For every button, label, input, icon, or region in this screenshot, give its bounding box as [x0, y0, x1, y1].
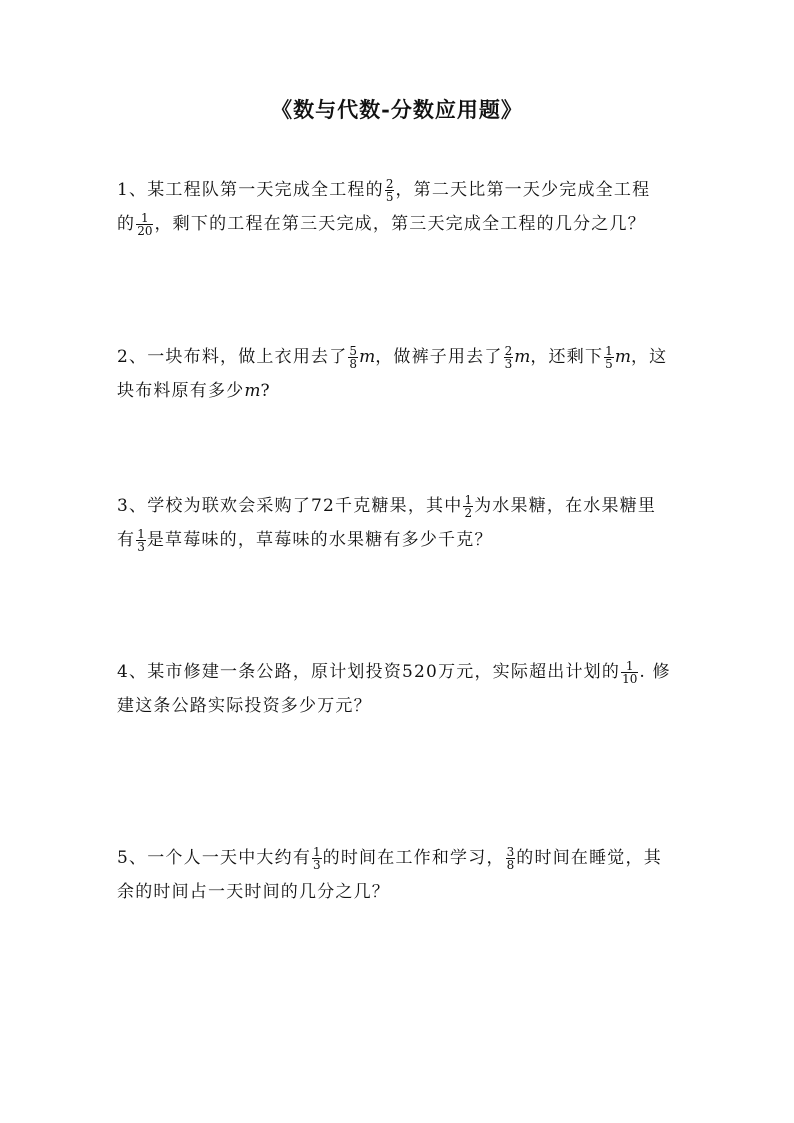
question-3-text-a: 3、学校为联欢会采购了72千克糖果，其中: [117, 496, 463, 516]
question-2-text-e: 块布料原有多少: [117, 381, 245, 401]
question-5-text-a: 5、一个人一天中大约有: [117, 848, 312, 868]
unit-meter: m: [514, 347, 531, 367]
question-4-text-a: 4、某市修建一条公路，原计划投资520万元，实际超出计划的: [117, 662, 621, 682]
question-3-text-b: 为水果糖，在水果糖里: [474, 496, 657, 516]
numerator: 1: [625, 659, 634, 673]
fraction: [604, 345, 614, 370]
question-4-line-1: [117, 655, 679, 689]
denominator: 3: [504, 357, 513, 371]
question-2-text-c: ，还剩下: [530, 347, 604, 367]
question-5-line-1: [117, 841, 679, 875]
question-5-text-c: 的时间在睡觉，其: [516, 848, 662, 868]
denominator: 3: [313, 858, 321, 872]
question-2-text-a: 2、一块布料，做上衣用去了: [117, 347, 348, 367]
question-1: [117, 173, 679, 241]
question-5-text-b: 的时间在工作和学习，: [322, 848, 505, 868]
question-2-text-d: ，这: [630, 347, 668, 367]
question-3-text-d: 是草莓味的，草莓味的水果糖有多少千克？: [146, 530, 493, 550]
denominator: 10: [622, 672, 638, 686]
question-1-text-b: ，第二天比第一天少完成全工程: [395, 180, 651, 200]
question-3-line-2: [117, 523, 679, 557]
question-3-text-c: 有: [117, 530, 136, 550]
denominator: 3: [137, 540, 145, 554]
question-4-text-c: 建这条公路实际投资多少万元？: [117, 696, 372, 716]
question-2-line-2: [117, 374, 679, 408]
fraction: [506, 846, 516, 871]
question-3-line-1: [117, 489, 679, 523]
fraction: [348, 345, 358, 370]
unit-meter: m: [614, 347, 631, 367]
fraction: [504, 345, 514, 370]
question-5-line-2: [117, 875, 679, 909]
question-1-text-d: ，剩下的工程在第三天完成，第三天完成全工程的几分之几？: [154, 214, 646, 234]
question-2-text-b: ，做裤子用去了: [375, 347, 503, 367]
question-1-line-1: [117, 173, 679, 207]
unit-meter: m: [244, 381, 261, 401]
numerator: 3: [506, 845, 515, 859]
unit-meter: m: [359, 347, 376, 367]
fraction: [621, 660, 638, 685]
question-1-text-a: 1、某工程队第一天完成全工程的: [117, 180, 384, 200]
denominator: 20: [137, 224, 153, 238]
numerator: 2: [504, 344, 513, 358]
question-1-line-2: [117, 207, 679, 241]
denominator: 5: [385, 190, 394, 204]
fraction: [463, 494, 473, 519]
denominator: 8: [506, 858, 515, 872]
question-1-text-c: 的: [117, 214, 136, 234]
question-4-line-2: [117, 689, 679, 723]
numerator: 2: [385, 177, 394, 191]
denominator: 2: [464, 506, 473, 520]
question-2-line-1: [117, 340, 679, 374]
numerator: 5: [349, 344, 358, 358]
fraction: [136, 528, 146, 553]
question-4-text-b: . 修: [639, 662, 671, 682]
fraction: [385, 178, 395, 203]
numerator: 1: [137, 527, 145, 541]
question-5-text-d: 余的时间占一天时间的几分之几？: [117, 882, 390, 902]
fraction: [312, 846, 322, 871]
question-2-text-f: ?: [260, 381, 271, 401]
question-2: [117, 340, 679, 408]
numerator: 1: [141, 211, 149, 225]
question-5: [117, 841, 679, 909]
question-3: [117, 489, 679, 557]
numerator: 1: [464, 493, 473, 507]
numerator: 1: [313, 845, 321, 859]
question-4: [117, 655, 679, 723]
denominator: 8: [349, 357, 358, 371]
denominator: 5: [605, 357, 613, 371]
numerator: 1: [605, 344, 613, 358]
page-title: 《数与代数-分数应用题》: [271, 97, 523, 122]
fraction: [136, 212, 153, 237]
